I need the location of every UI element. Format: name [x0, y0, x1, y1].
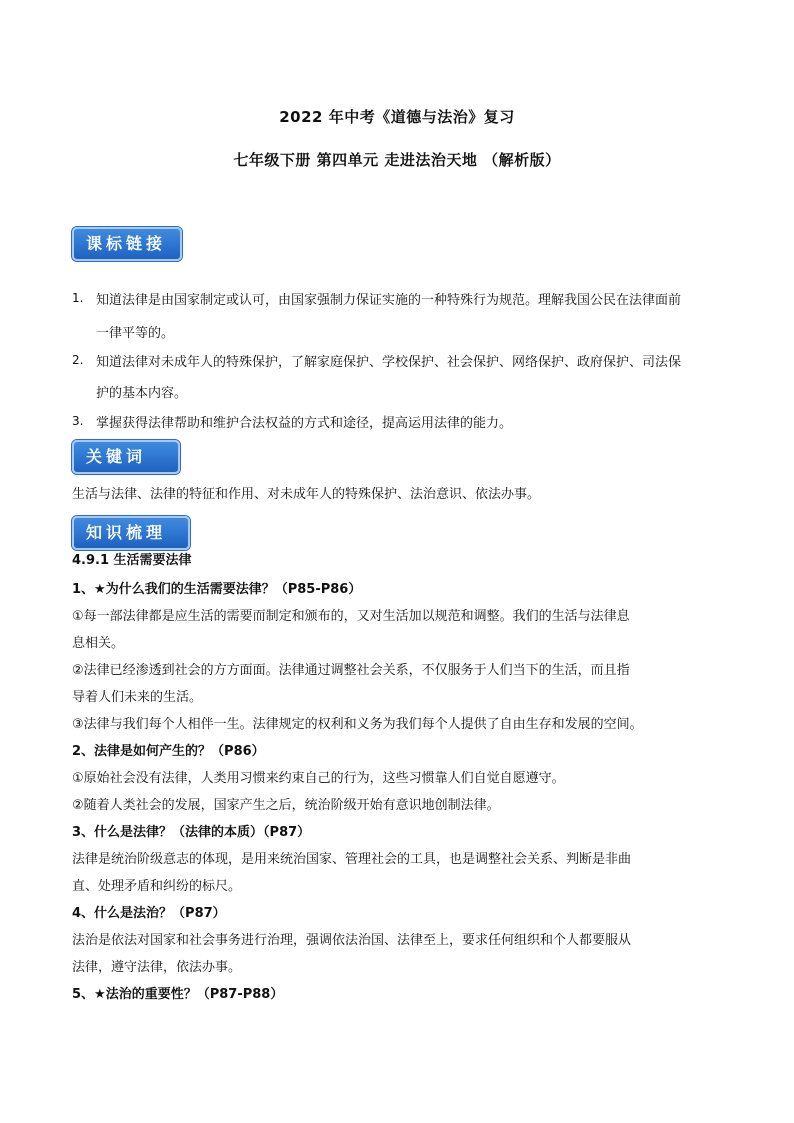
- answer-text: ③法律与我们每个人相伴一生。法律规定的权利和义务为我们每个人提供了自由生存和发展的空间。: [72, 717, 643, 732]
- section-badge-curriculum: 课标链接: [72, 227, 182, 261]
- list-item-number: 1.: [72, 291, 84, 305]
- answer-text: ①原始社会没有法律，人类用习惯来约束自己的行为，这些习惯靠人们自觉自愿遵守。: [72, 771, 565, 786]
- answer-text: ②随着人类社会的发展，国家产生之后，统治阶级开始有意识地创制法律。: [72, 798, 500, 813]
- answer-text: 法律是统治阶级意志的体现，是用来统治国家、管理社会的工具，也是调整社会关系、判断是非曲: [72, 852, 632, 867]
- list-item-text: 知道法律对未成年人的特殊保护，了解家庭保护、学校保护、社会保护、网络保护、政府保护、司法保: [96, 355, 682, 370]
- answer-text: ②法律已经渗透到社会的方方面面。法律通过调整社会关系，不仅服务于人们当下的生活，而且指: [72, 663, 630, 678]
- answer-text: 法律，遵守法律，依法办事。: [72, 960, 242, 975]
- answer-text: ①每一部法律都是应生活的需要而制定和颁布的，又对生活加以规范和调整。我们的生活与法律息: [72, 609, 630, 624]
- list-item-number: 3.: [72, 414, 84, 428]
- question-4: 4、什么是法治？（P87）: [72, 906, 226, 921]
- question-2: 2、法律是如何产生的？（P86）: [72, 744, 265, 759]
- list-item-text: 掌握获得法律帮助和维护合法权益的方式和途径，提高运用法律的能力。: [96, 416, 513, 431]
- answer-text: 导着人们未来的生活。: [72, 690, 203, 705]
- list-item-number: 2.: [72, 353, 84, 367]
- knowledge-heading: 4.9.1 生活需要法律: [72, 553, 192, 568]
- question-5: 5、★法治的重要性？（P87-P88）: [72, 987, 284, 1002]
- document-subtitle: 七年级下册 第四单元 走进法治天地 （解析版）: [233, 151, 561, 169]
- question-1: 1、★为什么我们的生活需要法律？（P85-P86）: [72, 582, 362, 597]
- answer-text: 法治是依法对国家和社会事务进行治理，强调依法治国、法律至上，要求任何组织和个人都要服从: [72, 933, 632, 948]
- list-item-text: 知道法律是由国家制定或认可，由国家强制力保证实施的一种特殊行为规范。理解我国公民在法律面前: [96, 293, 682, 308]
- document-title: 2022 年中考《道德与法治》复习: [279, 108, 515, 126]
- answer-text: 直、处理矛盾和纠纷的标尺。: [72, 879, 242, 894]
- keywords-text: 生活与法律、法律的特征和作用、对未成年人的特殊保护、法治意识、依法办事。: [72, 487, 541, 502]
- question-3: 3、什么是法律？（法律的本质）（P87）: [72, 825, 311, 840]
- list-item-text: 护的基本内容。: [96, 386, 188, 401]
- section-badge-keywords: 关键词: [72, 440, 180, 474]
- section-badge-knowledge: 知识梳理: [72, 516, 190, 550]
- list-item-text: 一律平等的。: [96, 326, 175, 341]
- answer-text: 息相关。: [72, 636, 125, 651]
